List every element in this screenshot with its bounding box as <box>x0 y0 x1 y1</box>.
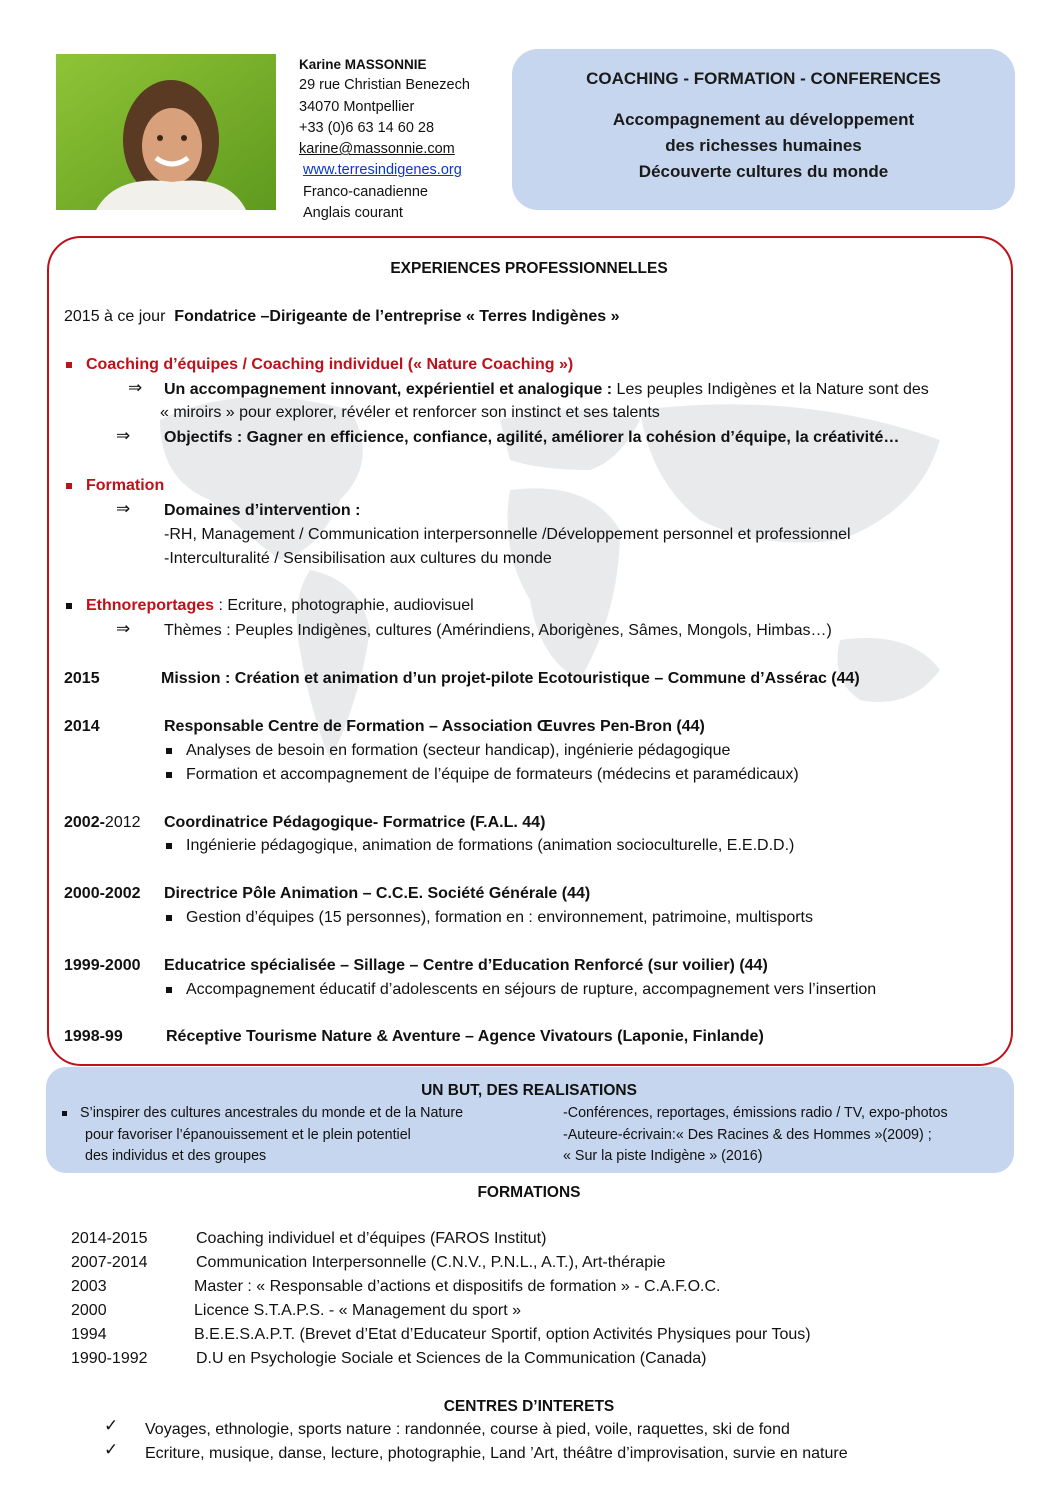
job-bullet <box>166 907 813 929</box>
person-name: Karine MASSONNIE <box>299 57 427 72</box>
phone-number: +33 (0)6 63 14 60 28 <box>299 119 435 136</box>
job-year: 2015 <box>64 670 100 687</box>
job-bullet-text: Accompagnement éducatif d’adolescents en séjours de rupture, accompagnement vers l’insertion <box>186 981 877 998</box>
current-role: Fondatrice –Dirigeante de l’entreprise « Terres Indigènes » <box>174 308 620 325</box>
bullet-icon <box>166 915 172 921</box>
goals-left-3: des individus et des groupes <box>85 1148 267 1164</box>
interests-title: CENTRES D’INTERETS <box>443 1398 615 1415</box>
formation-text: D.U en Psychologie Sociale et Sciences de la Communication (Canada) <box>196 1350 707 1367</box>
implies-arrow-icon: ⇒ <box>116 426 131 445</box>
goals-left-2: pour favoriser l’épanouissement et le plein potentiel <box>85 1127 411 1143</box>
job-bullet-text: Formation et accompagnement de l’équipe de formateurs (médecins et paramédicaux) <box>186 766 799 783</box>
formation-heading <box>66 475 164 497</box>
bullet-icon <box>62 1111 67 1116</box>
ethno-heading <box>66 595 474 617</box>
job-bullet-text: Ingénierie pédagogique, animation de formations (animation socioculturelle, E.E.D.D.) <box>186 837 795 854</box>
job-title: Coordinatrice Pédagogique- Formatrice (F.A.L. 44) <box>164 814 546 831</box>
coaching-label: Coaching d’équipes / Coaching individuel (« Nature Coaching ») <box>86 356 574 373</box>
job-year: 1998-99 <box>64 1028 123 1045</box>
headline-line-3: des richesses humaines <box>665 136 862 155</box>
interest-item-1: Voyages, ethnologie, sports nature : randonnée, course à pied, voile, raquettes, ski de fond <box>145 1421 790 1438</box>
formation-text: Licence S.T.A.P.S. - « Management du sport » <box>194 1302 521 1319</box>
coaching-item-1-text: Les peuples Indigènes et la Nature sont des <box>612 381 929 398</box>
job-year-start: 2002- <box>64 814 105 831</box>
implies-arrow-icon: ⇒ <box>128 378 143 397</box>
job-year-end: 2012 <box>104 814 141 831</box>
coaching-heading <box>66 354 573 376</box>
formation-year: 2000 <box>71 1302 107 1319</box>
job-year: 2000-2002 <box>64 885 141 902</box>
bullet-icon <box>166 987 172 993</box>
ethno-label: Ethnoreportages <box>86 597 215 614</box>
ethno-text: : Ecriture, photographie, audiovisuel <box>214 597 474 614</box>
job-bullet <box>166 740 730 762</box>
address-line-1: 29 rue Christian Benezech <box>299 77 470 94</box>
formation-text: Coaching individuel et d’équipes (FAROS Institut) <box>196 1230 547 1247</box>
implies-arrow-icon: ⇒ <box>116 619 131 638</box>
current-position <box>64 306 619 328</box>
goals-left-1-text: S’inspirer des cultures ancestrales du monde et de la Nature <box>80 1105 464 1121</box>
checkmark-icon: ✓ <box>104 1440 119 1459</box>
formation-year: 2014-2015 <box>71 1230 148 1247</box>
formation-text: Communication Interpersonnelle (C.N.V., P.N.L., A.T.), Art-thérapie <box>196 1254 666 1271</box>
headline-line-4: Découverte cultures du monde <box>638 162 889 181</box>
domains-label: Domaines d’intervention : <box>164 502 361 519</box>
formation-label: Formation <box>86 477 165 494</box>
job-title: Réceptive Tourisme Nature & Aventure – Agence Vivatours (Laponie, Finlande) <box>166 1028 764 1045</box>
formation-text: Master : « Responsable d’actions et dispositifs de formation » - C.A.F.O.C. <box>194 1278 721 1295</box>
job-bullet-text: Gestion d’équipes (15 personnes), formation en : environnement, patrimoine, multisports <box>186 909 813 926</box>
formation-year: 2007-2014 <box>71 1254 148 1271</box>
job-title: Educatrice spécialisée – Sillage – Centre d’Education Renforcé (sur voilier) (44) <box>164 957 768 974</box>
job-year: 2014 <box>64 718 100 735</box>
current-period: 2015 à ce jour <box>64 308 166 325</box>
goals-right-1: -Conférences, reportages, émissions radio / TV, expo-photos <box>563 1105 948 1121</box>
job-title: Directrice Pôle Animation – C.C.E. Société Générale (44) <box>164 885 591 902</box>
nationality: Franco-canadienne <box>303 183 428 200</box>
implies-arrow-icon: ⇒ <box>116 499 131 518</box>
domain-2: -Interculturalité / Sensibilisation aux cultures du monde <box>164 550 552 567</box>
checkmark-icon: ✓ <box>104 1416 119 1435</box>
job-bullet <box>166 979 876 1001</box>
profile-photo <box>56 54 276 210</box>
bullet-icon <box>66 603 72 609</box>
goals-left-1 <box>62 1103 463 1124</box>
goals-right-2: -Auteure-écrivain:« Des Racines & des Hommes »(2009) ; <box>563 1127 932 1143</box>
coaching-item-2: Objectifs : Gagner en efficience, confiance, agilité, améliorer la cohésion d’équipe, la créativité… <box>164 429 900 446</box>
domain-1: -RH, Management / Communication interpersonnelle /Développement personnel et professionnel <box>164 526 851 543</box>
job-year: 1999-2000 <box>64 957 141 974</box>
bullet-icon <box>166 772 172 778</box>
headline-title: COACHING - FORMATION - CONFERENCES <box>586 69 941 88</box>
email-link[interactable]: karine@massonnie.com <box>299 141 455 158</box>
goals-right-3: « Sur la piste Indigène » (2016) <box>563 1148 763 1164</box>
address-line-2: 34070 Montpellier <box>299 98 415 115</box>
job-bullet <box>166 764 799 786</box>
goals-title: UN BUT, DES REALISATIONS <box>421 1082 637 1099</box>
job-bullet <box>166 835 794 857</box>
formation-year: 1990-1992 <box>71 1350 148 1367</box>
red-bullet-icon <box>66 483 72 489</box>
coaching-item-1-cont: « miroirs » pour explorer, révéler et renforcer son instinct et ses talents <box>160 404 660 421</box>
headline-line-2: Accompagnement au développement <box>612 110 915 129</box>
coaching-item-1-bold: Un accompagnement innovant, expérientiel et analogique : <box>164 381 613 398</box>
bullet-icon <box>166 748 172 754</box>
job-title: Responsable Centre de Formation – Association Œuvres Pen-Bron (44) <box>164 718 705 735</box>
ethno-themes: Thèmes : Peuples Indigènes, cultures (Amérindiens, Aborigènes, Sâmes, Mongols, Himbas…) <box>164 622 832 639</box>
website-link[interactable]: www.terresindigenes.org <box>303 162 462 179</box>
experience-title: EXPERIENCES PROFESSIONNELLES <box>390 260 668 277</box>
contact-block <box>299 54 470 224</box>
formation-year: 2003 <box>71 1278 107 1295</box>
bullet-icon <box>166 843 172 849</box>
interest-item-2: Ecriture, musique, danse, lecture, photographie, Land ’Art, théâtre d’improvisation, survie en nature <box>145 1445 848 1462</box>
red-bullet-icon <box>66 362 72 368</box>
formation-text: B.E.E.S.A.P.T. (Brevet d’Etat d’Educateur Sportif, option Activités Physiques pour Tous) <box>194 1326 811 1343</box>
job-bullet-text: Analyses de besoin en formation (secteur handicap), ingénierie pédagogique <box>186 742 731 759</box>
formations-title: FORMATIONS <box>477 1184 581 1201</box>
formation-year: 1994 <box>71 1326 107 1343</box>
coaching-item-1 <box>164 379 929 401</box>
job-title: Mission : Création et animation d’un projet-pilote Ecotouristique – Commune d’Assérac (44) <box>161 670 860 687</box>
headline-box <box>512 49 1015 210</box>
job-year <box>64 812 141 834</box>
language: Anglais courant <box>303 205 403 222</box>
